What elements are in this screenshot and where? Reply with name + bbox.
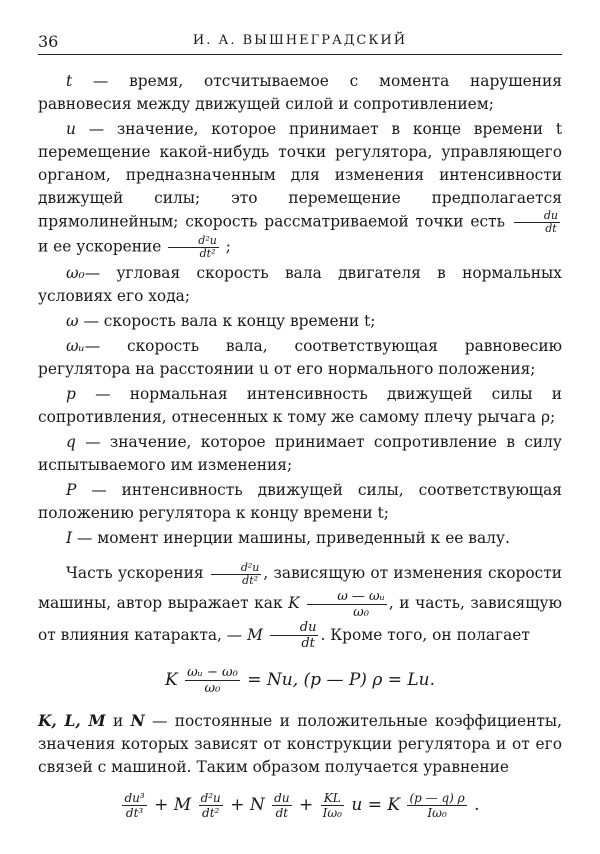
fraction-pq-rho: $\frac{(p — q) \rho}{\text{Iω₀}}$ xyxy=(409,791,465,820)
fraction-du-dt: $\frac{du}{dt}$ xyxy=(270,620,319,651)
definition-text: — значение, которое принимает сопротивление в силу испытываемого им изменения; xyxy=(38,433,562,474)
definition-u: u — значение, которое принимает в конце времени t перемещение какой-нибудь точки регулятора, управляющего органом, предназначенным для изменения интенсивности движущей силы; это перемещение предполагается прямолинейным; скорость рассматриваемой точки есть $\frac{du}{dt}$ и ее ускорение $\frac{\text{d²u}}{\text{dt²}}$ ; xyxy=(38,120,562,260)
fraction-du-dt: $\frac{du}{dt}$ xyxy=(274,791,290,820)
fraction-omega-u-omega0: $\frac{\text{ωᵤ − ω₀}}{\text{ω₀}}$ xyxy=(187,665,238,696)
symbol: I xyxy=(66,529,73,547)
running-head: И. А. ВЫШНЕГРАДСКИЙ xyxy=(192,33,408,48)
fraction-d2u-dt2: $\frac{\text{d²u}}{\text{dt²}}$ xyxy=(168,235,219,260)
definition-text: — угловая скорость вала двигателя в нормальных условиях его хода; xyxy=(38,264,562,305)
definition-omega-u xyxy=(38,335,562,381)
definition-p xyxy=(38,383,562,429)
fraction-d2u-dt2: $\frac{\text{d²u}}{\text{dt²}}$ xyxy=(211,562,262,587)
definition-text: — значение, которое принимает в конце времени t перемещение какой-нибудь точки регулятора, управляющего органом, предназначенным для изменения интенсивности движущей силы; это перемещение предполагается прямолинейным; скорость рассматриваемой точки есть xyxy=(38,120,562,231)
definition-text: — скорость вала к концу времени t; xyxy=(78,312,376,330)
definition-text: — скорость вала, соответствующая равновесию регулятора на расстоянии u от его нормального положения; xyxy=(38,337,562,378)
definition-text: — время, отсчитываемое с момента нарушения равновесия между движущей силой и сопротивлением; xyxy=(38,72,562,113)
definition-omega0 xyxy=(38,262,562,308)
fraction-du-dt: $\frac{du}{dt}$ xyxy=(514,210,560,235)
formula-2: $\frac{\text{du³}}{\text{dt³}}$ + M $\frac{\text{d²u}}{\text{dt²}}$ + N $\frac{du}{dt}$ + $\frac{KL}{\text{Iω₀}}$ u = K $\frac{(p — q) \rho}{\text{Iω₀}}$ . xyxy=(124,791,480,820)
formula-1: K $\frac{\text{ωᵤ − ω₀}}{\text{ω₀}}$ = Nu, (p — P) ρ = Lu. xyxy=(164,665,436,696)
definition-text: — нормальная интенсивность движущей силы и сопротивления, отнесенных к тому же самому плечу рычага ρ; xyxy=(38,385,562,426)
symbol: p xyxy=(66,385,76,403)
definition-P xyxy=(38,479,562,525)
body-text xyxy=(38,70,562,820)
fraction-d2u-dt2: $\frac{\text{d²u}}{\text{dt²}}$ xyxy=(200,791,221,820)
definition-q xyxy=(38,431,562,477)
definition-t xyxy=(38,70,562,116)
definition-omega xyxy=(38,310,562,333)
fraction-du3-dt3: $\frac{\text{du³}}{\text{dt³}}$ xyxy=(124,791,145,820)
symbol: ωᵤ xyxy=(66,337,85,355)
paragraph-constants: K, L, M и N — постоянные и положительные коэффициенты, значения которых зависят от конструкции регулятора и от его связей с машиной. Таким образом получается уравнение xyxy=(38,712,563,776)
definition-text: — момент инерции машины, приведенный к ее валу. xyxy=(72,529,510,547)
definition-I xyxy=(38,527,562,550)
definition-text: — интенсивность движущей силы, соответствующая положению регулятора к концу времени t; xyxy=(38,481,562,522)
page-header xyxy=(38,30,562,55)
paragraph-acceleration: Часть ускорения $\frac{\text{d²u}}{\text{dt²}}$ , зависящую от изменения скорости машины, автор выражает как K $\frac{\text{ω — ωᵤ}}{\text{ω₀}}$ , и часть, зависящую от влияния катаракта, — M $\frac{du}{dt}$ . Кроме того, он полагает xyxy=(38,560,562,651)
symbol: P xyxy=(66,481,77,499)
symbol: u xyxy=(66,120,76,138)
symbol: ω₀ xyxy=(66,264,85,282)
page-number: 36 xyxy=(38,32,59,51)
fraction-KL-Iomega0: $\frac{KL}{\text{Iω₀}}$ xyxy=(322,791,342,820)
symbol: q xyxy=(66,433,76,451)
fraction-omega-diff: $\frac{\text{ω — ωᵤ}}{\text{ω₀}}$ xyxy=(307,589,387,620)
symbol: t xyxy=(66,72,73,90)
symbol: ω xyxy=(66,312,79,330)
